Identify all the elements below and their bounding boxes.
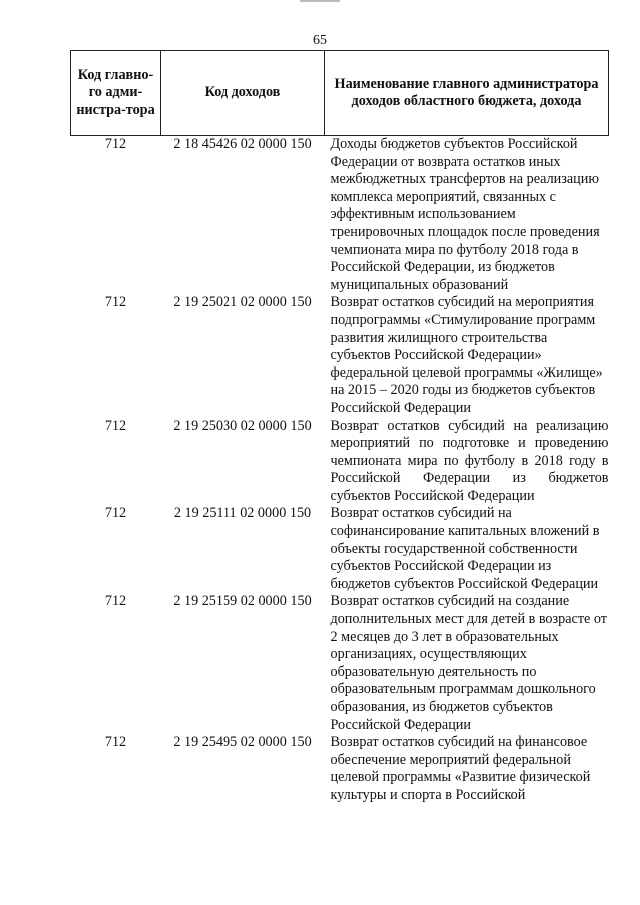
admin-code-cell: 712 — [104, 417, 127, 434]
admin-code-cell: 712 — [104, 734, 127, 751]
revenue-table — [70, 50, 609, 805]
revenue-code-cell: 2 19 25159 02 0000 150 — [173, 593, 312, 610]
table-header-row — [71, 51, 609, 136]
page-number: 65 — [313, 33, 327, 48]
admin-code-cell: 712 — [104, 294, 127, 311]
revenue-code-cell: 2 19 25495 02 0000 150 — [173, 734, 312, 751]
header-name: Наименование главного администратора доходов областного бюджета, дохода — [325, 51, 609, 136]
table-row — [71, 294, 609, 417]
revenue-code-cell: 2 19 25111 02 0000 150 — [173, 505, 312, 522]
revenue-name-cell: Возврат остатков субсидий на мероприятия подпрограммы «Стимулирование программ развития жилищного строительства субъектов Российской Федерации» федеральной целевой программы «Жилище» на 2015 – 2020 годы из бюджетов субъектов Российской Федерации — [330, 294, 603, 416]
header-admin-code: Код главно-го адми-нистра-тора — [71, 51, 161, 136]
table-row — [71, 136, 609, 295]
table-row — [71, 734, 609, 804]
revenue-code-cell: 2 19 25021 02 0000 150 — [173, 294, 312, 311]
header-revenue-code: Код доходов — [161, 51, 325, 136]
revenue-name-cell: Доходы бюджетов субъектов Российской Федерации от возврата остатков иных межбюджетных трансфертов на реализацию комплекса мероприятий, связанных с эффективным использованием тренировочных площадок после проведения чемпионата мира по футболу 2018 года в Российской Федерации, из бюджетов муниципальных образований — [330, 136, 600, 293]
revenue-code-cell: 2 19 25030 02 0000 150 — [173, 417, 312, 434]
revenue-code-cell: 2 18 45426 02 0000 150 — [173, 136, 312, 152]
table-row — [71, 593, 609, 734]
scan-artifact — [300, 0, 340, 2]
revenue-name-cell: Возврат остатков субсидий на финансовое обеспечение мероприятий федеральной целевой программы «Развитие физической культуры и спорта в Российской — [330, 734, 591, 803]
revenue-name-cell: Возврат остатков субсидий на софинансирование капитальных вложений в объекты государственной собственности субъектов Российской Федерации из бюджетов субъектов Российской Федерации — [330, 505, 600, 592]
table-row — [71, 418, 609, 506]
revenue-name-cell: Возврат остатков субсидий на создание дополнительных мест для детей в возрасте от 2 месяцев до 3 лет в образовательных организациях, осуществляющих образовательную деятельность по образовательным программам дошкольного образования, из бюджетов субъектов Российской Федерации — [330, 593, 607, 733]
admin-code-cell: 712 — [104, 505, 127, 522]
table-row — [71, 505, 609, 593]
admin-code-cell: 712 — [104, 136, 127, 152]
admin-code-cell: 712 — [104, 593, 127, 610]
revenue-name-cell: Возврат остатков субсидий на реализацию мероприятий по подготовке и проведению чемпионата мира по футболу в 2018 году в Российской Федерации из бюджетов субъектов Российской Федерации — [330, 417, 609, 504]
